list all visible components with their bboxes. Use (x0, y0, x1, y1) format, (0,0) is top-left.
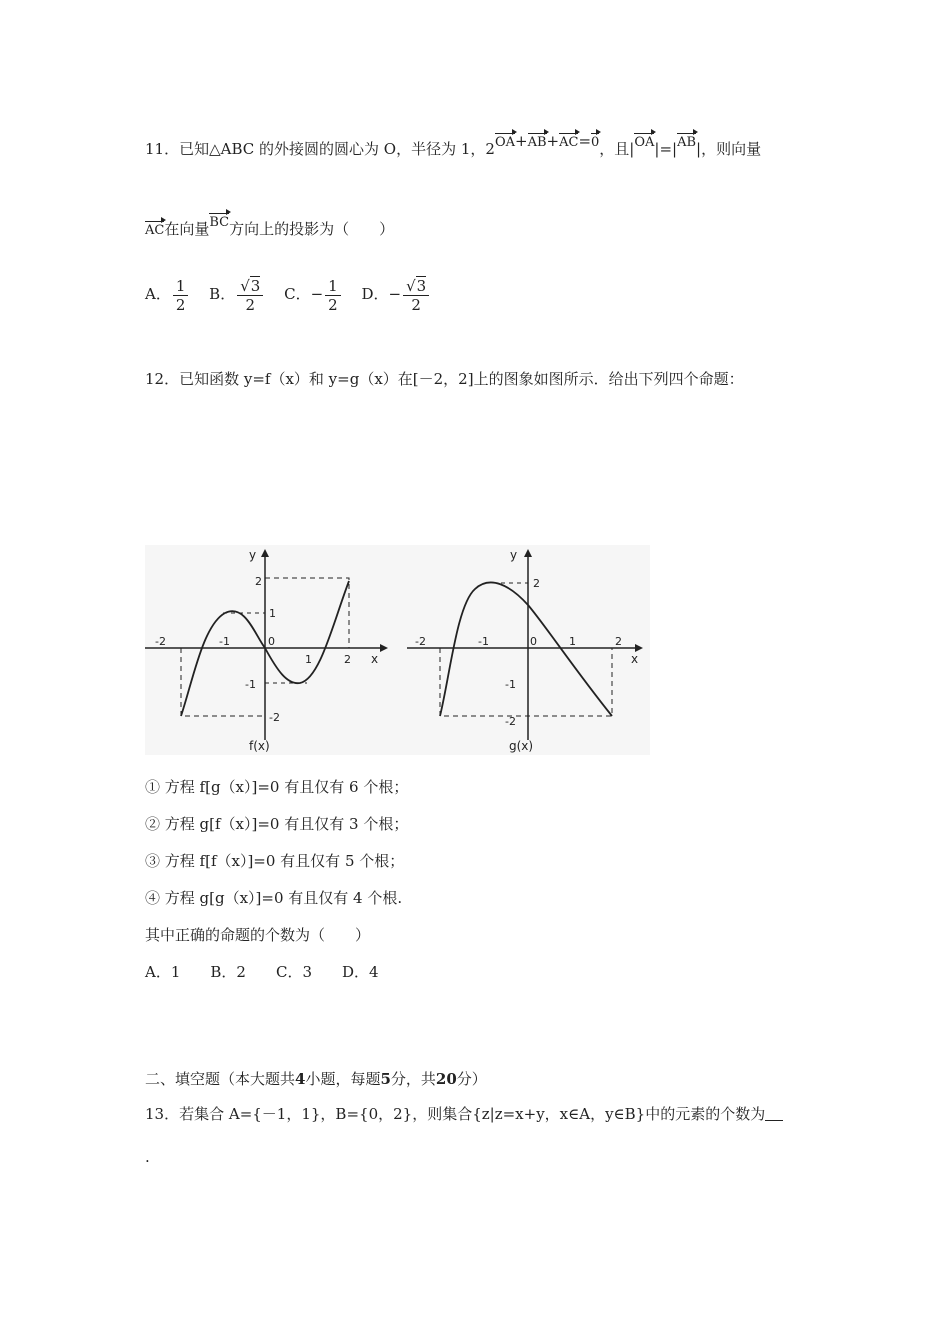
sqrt-radicand: 3 (416, 276, 427, 295)
heading-text: 小题，每题 (305, 1070, 381, 1088)
q11-line2 (145, 215, 395, 240)
x-axis-label: x (371, 652, 379, 666)
vector-ab: AB (527, 135, 547, 150)
vector-ac-line2: AC (145, 223, 165, 238)
tick-label: 2 (255, 575, 262, 588)
tick-label: 2 (344, 653, 351, 666)
tick-label: -2 (155, 635, 166, 648)
y-axis-label: y (249, 548, 257, 562)
proposition-1: ① 方程 f[g（x）]=0 有且仅有 6 个根； (145, 778, 409, 796)
tick-label: -1 (245, 678, 256, 691)
q12-choice-d[interactable]: D．4 (342, 963, 379, 981)
q11-line2-mid: 在向量 (164, 220, 210, 238)
vector-bc: BC (209, 215, 230, 230)
vector-zero: 0 (591, 135, 600, 150)
option-label: B． (209, 285, 236, 303)
tick-label: 0 (268, 635, 275, 648)
fraction-denominator: 2 (328, 295, 338, 314)
equals-sign: = (578, 132, 592, 150)
tick-label: 1 (305, 653, 312, 666)
vector-ab-abs: AB (677, 135, 697, 150)
section-heading (145, 1068, 487, 1090)
heading-text: 分，共 (390, 1070, 436, 1088)
graph-caption: g(x) (509, 739, 534, 753)
q11-option-b[interactable] (209, 276, 265, 314)
q11-options (145, 276, 445, 314)
proposition-3: ③ 方程 f[f（x）]=0 有且仅有 5 个根； (145, 852, 405, 870)
tick-label: 2 (615, 635, 622, 648)
q12-stem: 12．已知函数 y=f（x）和 y=g（x）在[－2，2]上的图象如图所示．给出下列四个命题： (145, 370, 744, 388)
tick-label: -2 (415, 635, 426, 648)
tick-label: -1 (219, 635, 230, 648)
tick-label: -1 (505, 678, 516, 691)
q11-suffix: |，则向量 (696, 140, 762, 158)
minus-sign: − (388, 285, 402, 303)
abs-separator: |=| (654, 140, 678, 158)
function-graphs (145, 545, 650, 755)
fraction (325, 277, 341, 314)
answer-blank[interactable] (765, 1106, 783, 1121)
fraction (237, 277, 263, 314)
tick-label: 0 (530, 635, 537, 648)
proposition-2: ② 方程 g[f（x）]=0 有且仅有 3 个根； (145, 815, 409, 833)
heading-number: 4 (295, 1070, 306, 1088)
fraction-denominator: 2 (175, 295, 186, 314)
fraction (173, 277, 189, 314)
q11-option-c[interactable] (284, 276, 343, 314)
y-axis-label: y (510, 548, 518, 562)
tick-label: -1 (478, 635, 489, 648)
fraction-numerator: 1 (325, 277, 341, 296)
tick-label: 1 (269, 607, 276, 620)
q11-prefix: 11．已知△ABC 的外接圆的圆心为 O，半径为 1，2 (145, 140, 495, 158)
option-label: C． (284, 285, 311, 303)
tick-label: -2 (505, 715, 516, 728)
fraction-denominator: 2 (411, 295, 421, 314)
fraction-denominator: 2 (245, 295, 256, 314)
heading-text: 分） (456, 1070, 487, 1088)
fraction-numerator: 1 (173, 277, 189, 296)
fraction (403, 277, 429, 314)
q12-choice-b[interactable]: B．2 (210, 963, 246, 981)
q12-choices (145, 961, 393, 983)
heading-number: 20 (435, 1070, 457, 1088)
q11-cond: ，且| (599, 140, 635, 158)
plus-sign: + (514, 132, 528, 150)
minus-sign: − (310, 285, 324, 303)
tick-label: 1 (569, 635, 576, 648)
x-axis-label: x (631, 652, 639, 666)
q13-text (145, 1103, 783, 1125)
vector-ac: AC (559, 135, 579, 150)
q12-question: 其中正确的命题的个数为（ ） (145, 926, 371, 944)
heading-text: 二、填空题（本大题共 (145, 1070, 296, 1088)
option-label: A． (145, 285, 171, 303)
proposition-4: ④ 方程 g[g（x）]=0 有且仅有 4 个根. (145, 889, 403, 907)
tick-label: -2 (269, 711, 280, 724)
q12-choice-a[interactable]: A．1 (145, 963, 181, 981)
vector-oa-abs: OA (634, 135, 655, 150)
option-label: D． (361, 285, 389, 303)
q11-option-a[interactable] (145, 276, 190, 314)
tick-label: 2 (533, 577, 540, 590)
q13-stem: 13．若集合 A={－1，1}，B={0，2}，则集合{z|z=x+y，x∈A，y∈B}中的元素的个数为 (145, 1105, 766, 1123)
q13-tail: . (145, 1148, 150, 1166)
graph-caption: f(x) (249, 739, 270, 753)
q11-line1 (145, 132, 762, 160)
plus-sign: + (546, 132, 560, 150)
fraction-numerator: √3 (237, 277, 263, 296)
fraction-numerator: √3 (403, 277, 429, 296)
heading-number: 5 (380, 1070, 391, 1088)
sqrt-radicand: 3 (250, 276, 261, 295)
vector-oa: OA (494, 135, 515, 150)
q11-option-d[interactable] (361, 276, 431, 314)
graph-background (145, 545, 650, 755)
q11-line2-suffix: 方向上的投影为（ ） (229, 220, 395, 238)
q12-choice-c[interactable]: C．3 (275, 963, 312, 981)
